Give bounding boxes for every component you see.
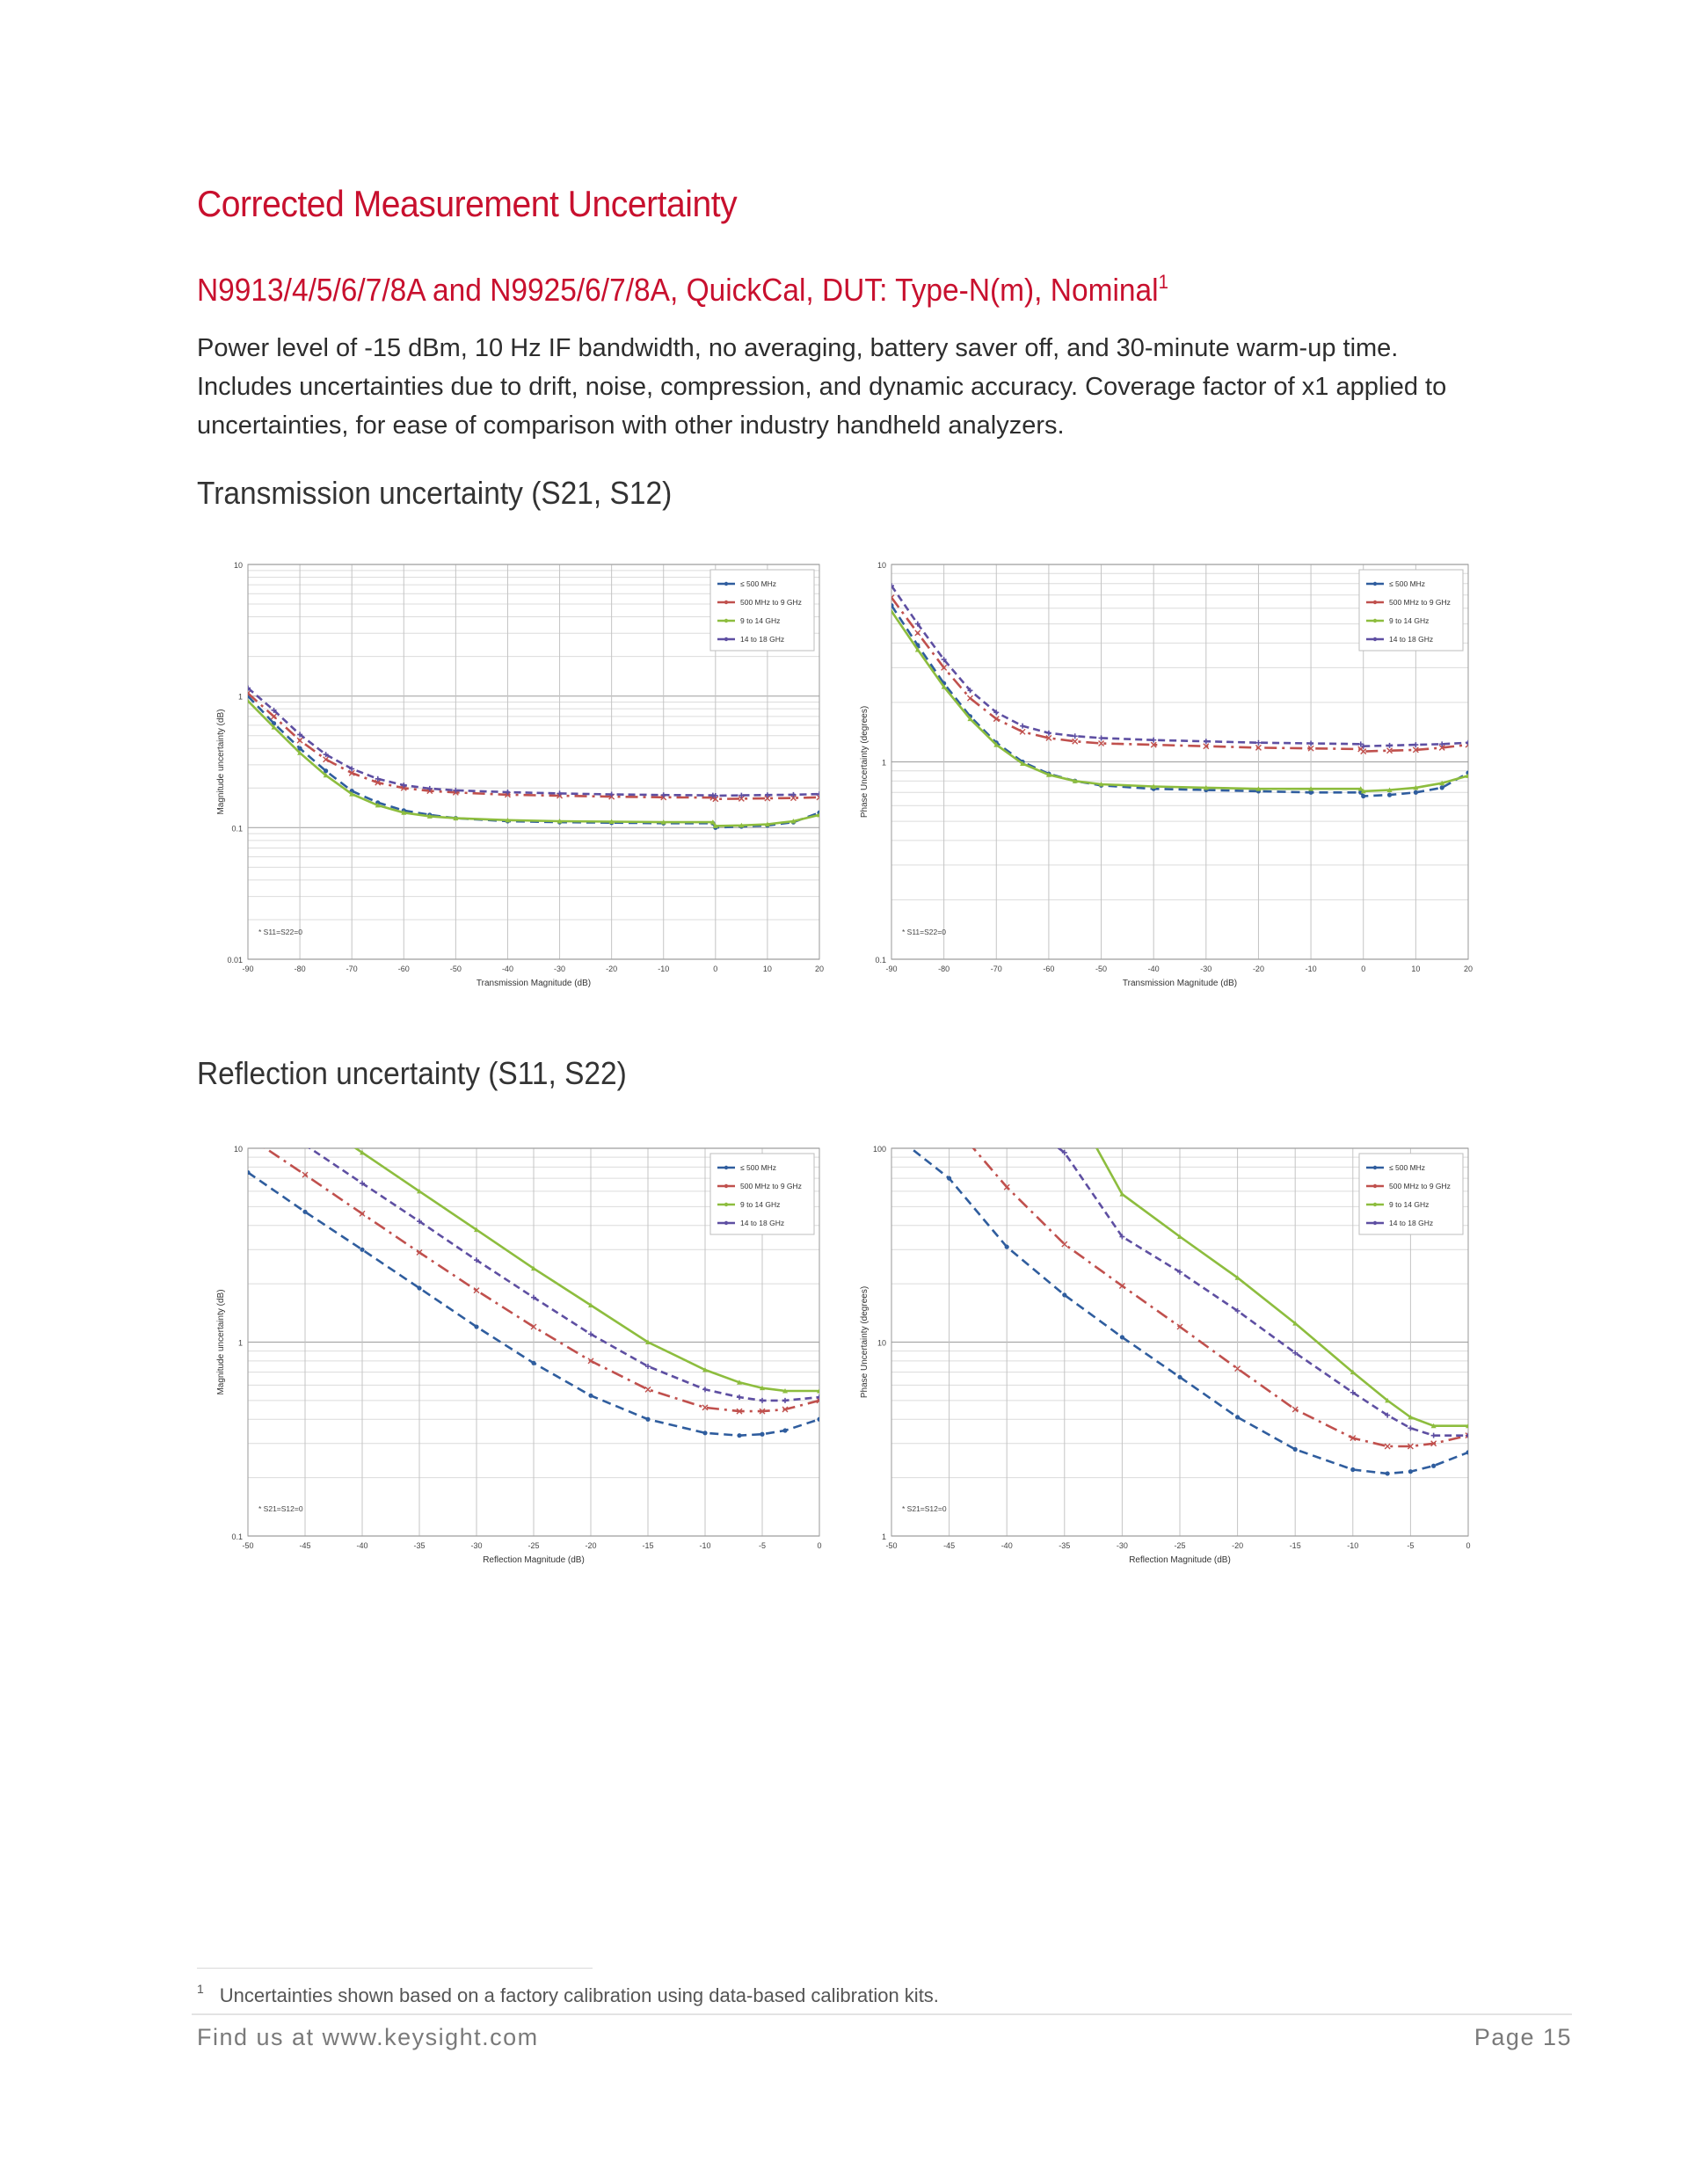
- x-tick-label: -35: [413, 1541, 426, 1550]
- data-point: [947, 1176, 951, 1181]
- x-tick-label: -40: [1000, 1541, 1013, 1550]
- x-axis-title: Reflection Magnitude (dB): [483, 1555, 585, 1565]
- x-tick-label: -40: [356, 1541, 368, 1550]
- x-tick-label: 0: [713, 965, 718, 973]
- chart-annotation: * S21=S12=0: [902, 1504, 947, 1513]
- legend-marker: [724, 1203, 728, 1206]
- data-point: [1062, 1292, 1066, 1297]
- x-axis-title: Transmission Magnitude (dB): [1122, 979, 1238, 988]
- x-tick-label: -10: [1347, 1541, 1359, 1550]
- chart-reflection-magnitude: [211, 1136, 828, 1573]
- x-tick-label: -10: [699, 1541, 711, 1550]
- footnote-divider: [197, 1968, 593, 1969]
- data-point: [702, 1431, 707, 1435]
- legend-label: 9 to 14 GHz: [1389, 616, 1430, 625]
- y-tick-label: 10: [877, 561, 886, 570]
- x-tick-label: -20: [1252, 965, 1264, 973]
- data-point: [1361, 794, 1365, 798]
- legend-label: 14 to 18 GHz: [1389, 1219, 1434, 1227]
- legend-marker: [1373, 601, 1377, 604]
- y-tick-label: 1: [237, 1338, 243, 1348]
- x-tick-label: -50: [242, 1541, 254, 1550]
- legend-marker: [1373, 1221, 1377, 1225]
- legend-label: ≤ 500 MHz: [740, 579, 777, 588]
- y-tick-label: 100: [872, 1145, 886, 1154]
- data-point: [645, 1417, 650, 1422]
- data-point: [1293, 1447, 1298, 1452]
- legend-label: 500 MHz to 9 GHz: [1389, 1182, 1451, 1190]
- x-tick-label: -45: [943, 1541, 956, 1550]
- legend-marker: [724, 619, 728, 622]
- x-axis-title: Reflection Magnitude (dB): [1129, 1555, 1231, 1565]
- x-tick-label: -10: [658, 965, 670, 973]
- legend-label: 14 to 18 GHz: [740, 635, 785, 644]
- x-tick-label: -70: [346, 965, 358, 973]
- y-tick-label: 1: [881, 758, 886, 768]
- data-point: [1386, 1471, 1390, 1475]
- legend-label: 9 to 14 GHz: [740, 616, 781, 625]
- x-tick-label: -45: [299, 1541, 311, 1550]
- x-tick-label: -25: [528, 1541, 540, 1550]
- footer-divider: [192, 2013, 1572, 2015]
- legend-marker: [1373, 1184, 1377, 1188]
- data-point: [1408, 1469, 1413, 1474]
- legend-marker: [724, 582, 728, 586]
- data-point: [360, 1248, 364, 1252]
- legend-marker: [724, 1221, 728, 1225]
- data-point: [474, 1324, 478, 1329]
- x-tick-label: 20: [814, 965, 825, 973]
- x-tick-label: -60: [1043, 965, 1055, 973]
- legend-label: 14 to 18 GHz: [1389, 635, 1434, 644]
- y-tick-label: 10: [233, 561, 243, 570]
- chart-annotation: * S11=S22=0: [902, 928, 946, 936]
- x-tick-label: -30: [554, 965, 566, 973]
- x-tick-label: -50: [1095, 965, 1108, 973]
- legend-label: 14 to 18 GHz: [740, 1219, 785, 1227]
- subtitle-footnote-mark: 1: [1158, 271, 1168, 293]
- x-tick-label: -10: [1305, 965, 1317, 973]
- legend-label: ≤ 500 MHz: [1389, 579, 1426, 588]
- y-tick-label: 0.1: [231, 824, 243, 834]
- x-tick-label: -80: [938, 965, 950, 973]
- data-point: [1440, 785, 1444, 790]
- x-tick-label: -30: [1200, 965, 1212, 973]
- data-point: [1431, 1464, 1436, 1468]
- y-tick-label: 1: [237, 692, 243, 702]
- legend-label: 500 MHz to 9 GHz: [740, 598, 802, 607]
- legend-marker: [724, 601, 728, 604]
- x-tick-label: 0: [1466, 1541, 1471, 1550]
- legend-label: 9 to 14 GHz: [1389, 1200, 1430, 1209]
- legend-label: 500 MHz to 9 GHz: [740, 1182, 802, 1190]
- x-tick-label: -15: [642, 1541, 654, 1550]
- x-tick-label: -20: [1232, 1541, 1244, 1550]
- reflection-section-title: Reflection uncertainty (S11, S22): [197, 1055, 627, 1091]
- x-tick-label: -15: [1289, 1541, 1301, 1550]
- footer-website[interactable]: Find us at www.keysight.com: [197, 2024, 539, 2050]
- legend-marker: [724, 637, 728, 641]
- x-tick-label: -40: [501, 965, 513, 973]
- x-tick-label: -90: [885, 965, 898, 973]
- y-tick-label: 0.1: [875, 956, 886, 965]
- x-tick-label: 0: [817, 1541, 822, 1550]
- x-tick-label: -40: [1147, 965, 1160, 973]
- chart-annotation: * S11=S22=0: [258, 928, 302, 936]
- chart-reflection-phase: [855, 1136, 1477, 1573]
- data-point: [1350, 1467, 1355, 1472]
- y-tick-label: 10: [877, 1338, 886, 1348]
- data-point: [588, 1394, 593, 1398]
- y-axis-title: Magnitude uncertainty (dB): [216, 1289, 226, 1395]
- legend-label: ≤ 500 MHz: [1389, 1163, 1426, 1172]
- y-tick-label: 10: [233, 1145, 243, 1154]
- y-axis-title: Phase Uncertainty (degrees): [860, 705, 869, 819]
- x-tick-label: -50: [885, 1541, 898, 1550]
- x-tick-label: 0: [1361, 965, 1366, 973]
- data-point: [782, 1428, 787, 1432]
- x-tick-label: 10: [1411, 965, 1421, 973]
- chart-transmission-phase: [855, 552, 1477, 996]
- x-tick-label: 10: [762, 965, 772, 973]
- x-axis-title: Transmission Magnitude (dB): [476, 979, 592, 988]
- page-number: Page 15: [1473, 2024, 1572, 2050]
- x-tick-label: -30: [1116, 1541, 1128, 1550]
- chart-transmission-magnitude: [211, 552, 828, 996]
- x-tick-label: -30: [470, 1541, 483, 1550]
- data-point: [760, 1432, 764, 1437]
- description-paragraph: Power level of -15 dBm, 10 Hz IF bandwidth, no averaging, battery saver off, and 30-minute warm-up time. Includes uncertainties due to drift, noise, compression, and dynamic accuracy. Coverage factor of x1 applied to uncertainties, for ease of comparison with other industry handheld analyzers.: [197, 334, 1447, 440]
- page-title: Corrected Measurement Uncertainty: [197, 183, 738, 224]
- legend-marker: [1373, 1203, 1377, 1206]
- y-axis-title: Magnitude uncertainty (dB): [216, 709, 226, 815]
- data-point: [1177, 1375, 1182, 1380]
- transmission-section-title: Transmission uncertainty (S21, S12): [197, 475, 673, 511]
- legend-marker: [1373, 637, 1377, 641]
- x-tick-label: -70: [990, 965, 1002, 973]
- data-point: [1120, 1335, 1124, 1339]
- x-tick-label: -5: [758, 1541, 767, 1550]
- section-subtitle: [197, 271, 1168, 309]
- x-tick-label: 20: [1463, 965, 1473, 973]
- data-point: [302, 1210, 307, 1214]
- footnote-text: Uncertainties shown based on a factory calibration using data-based calibration kits.: [219, 1984, 939, 2006]
- legend-label: ≤ 500 MHz: [740, 1163, 777, 1172]
- legend-label: 9 to 14 GHz: [740, 1200, 781, 1209]
- subtitle-text: N9913/4/5/6/7/8A and N9925/6/7/8A, QuickCal, DUT: Type-N(m), Nominal: [197, 272, 1159, 308]
- legend-marker: [1373, 582, 1377, 586]
- y-tick-label: 1: [881, 1532, 886, 1541]
- data-point: [531, 1361, 535, 1365]
- x-tick-label: -50: [449, 965, 462, 973]
- y-tick-label: 0.01: [227, 956, 243, 965]
- y-tick-label: 0.1: [231, 1532, 243, 1541]
- data-point: [1235, 1415, 1240, 1419]
- legend-marker: [724, 1184, 728, 1188]
- x-tick-label: -80: [294, 965, 306, 973]
- x-tick-label: -20: [585, 1541, 597, 1550]
- x-tick-label: -5: [1407, 1541, 1415, 1550]
- legend-label: 500 MHz to 9 GHz: [1389, 598, 1451, 607]
- data-point: [1414, 790, 1418, 795]
- data-point: [417, 1285, 421, 1290]
- data-point: [737, 1433, 741, 1438]
- legend-marker: [724, 1166, 728, 1169]
- chart-annotation: * S21=S12=0: [258, 1504, 303, 1513]
- data-point: [1005, 1245, 1009, 1249]
- x-tick-label: -90: [242, 965, 254, 973]
- footnote-mark: 1: [197, 1982, 204, 1996]
- x-tick-label: -60: [397, 965, 410, 973]
- legend-marker: [1373, 619, 1377, 622]
- x-tick-label: -25: [1174, 1541, 1186, 1550]
- y-axis-title: Phase Uncertainty (degrees): [860, 1285, 869, 1399]
- data-point: [1387, 793, 1392, 797]
- x-tick-label: -35: [1059, 1541, 1071, 1550]
- x-tick-label: -20: [606, 965, 618, 973]
- footnote: [197, 1982, 939, 2007]
- legend-marker: [1373, 1166, 1377, 1169]
